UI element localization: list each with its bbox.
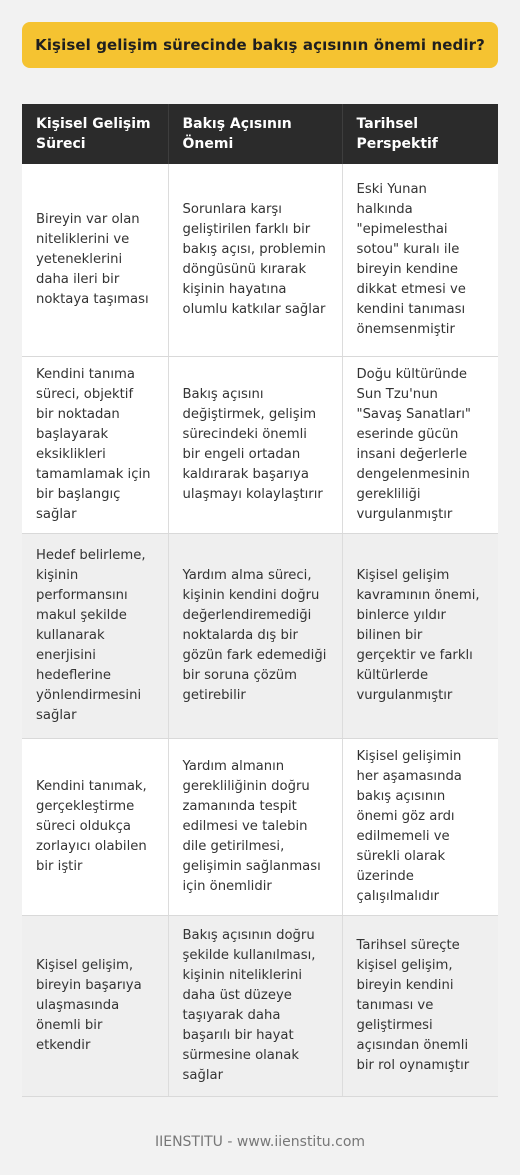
page-title: Kişisel gelişim sürecinde bakış açısının önemi nedir?	[35, 36, 485, 54]
table-row	[22, 916, 498, 1097]
table-row	[22, 534, 498, 739]
table-cell: Yardım almanın gerekliliğinin doğru zamanında tespit edilmesi ve talebin dile getirilmesi, gelişimin sağlanması için önemlidir	[168, 739, 342, 916]
table-header-row	[22, 104, 498, 164]
table-cell: Kişisel gelişimin her aşamasında bakış açısının önemi göz ardı edilmemeli ve sürekli olarak üzerinde çalışılmalıdır	[342, 739, 498, 916]
table-cell: Eski Yunan halkında "epimelesthai sotou" kuralı ile bireyin kendine dikkat etmesi ve kendini tanıması önemsenmiştir	[342, 164, 498, 357]
footer-credit: IIENSTITU - www.iienstitu.com	[154, 1134, 366, 1150]
table-row	[22, 164, 498, 357]
table-cell: Bireyin var olan niteliklerini ve yeteneklerini daha ileri bir noktaya taşıması	[22, 164, 168, 357]
table-cell: Kişisel gelişim kavramının önemi, binlerce yıldır bilinen bir gerçektir ve farklı kültürlerde vurgulanmıştır	[342, 534, 498, 739]
title-banner	[22, 22, 498, 68]
table-cell: Hedef belirleme, kişinin performansını makul şekilde kullanarak enerjisini hedeflerine yönlendirmesini sağlar	[22, 534, 168, 739]
table-cell: Tarihsel süreçte kişisel gelişim, bireyin kendini tanıması ve geliştirmesi açısından önemli bir rol oynamıştır	[342, 916, 498, 1097]
column-header-importance: Bakış Açısının Önemi	[168, 104, 342, 164]
table-row	[22, 739, 498, 916]
table-cell: Bakış açısının doğru şekilde kullanılması, kişinin niteliklerini daha üst düzeye taşıyarak daha başarılı bir hayat sürmesine olanak sağlar	[168, 916, 342, 1097]
column-header-process: Kişisel Gelişim Süreci	[22, 104, 168, 164]
column-header-history: Tarihsel Perspektif	[342, 104, 498, 164]
comparison-table	[22, 104, 498, 1097]
table-cell: Doğu kültüründe Sun Tzu'nun "Savaş Sanatları" eserinde gücün insani değerlerle dengelenmesinin gerekliliği vurgulanmıştır	[342, 357, 498, 534]
table-row	[22, 357, 498, 534]
table-cell: Kişisel gelişim, bireyin başarıya ulaşmasında önemli bir etkendir	[22, 916, 168, 1097]
table-cell: Kendini tanıma süreci, objektif bir noktadan başlayarak eksiklikleri tamamlamak için bir başlangıç sağlar	[22, 357, 168, 534]
table-cell: Sorunlara karşı geliştirilen farklı bir bakış açısı, problemin döngüsünü kırarak kişinin hayatına olumlu katkılar sağlar	[168, 164, 342, 357]
table-cell: Yardım alma süreci, kişinin kendini doğru değerlendiremediği noktalarda dış bir gözün fark edemediği bir soruna çözüm getirebilir	[168, 534, 342, 739]
table-cell: Kendini tanımak, gerçekleştirme süreci oldukça zorlayıcı olabilen bir iştir	[22, 739, 168, 916]
table-cell: Bakış açısını değiştirmek, gelişim sürecindeki önemli bir engeli ortadan kaldırarak başarıya ulaşmayı kolaylaştırır	[168, 357, 342, 534]
